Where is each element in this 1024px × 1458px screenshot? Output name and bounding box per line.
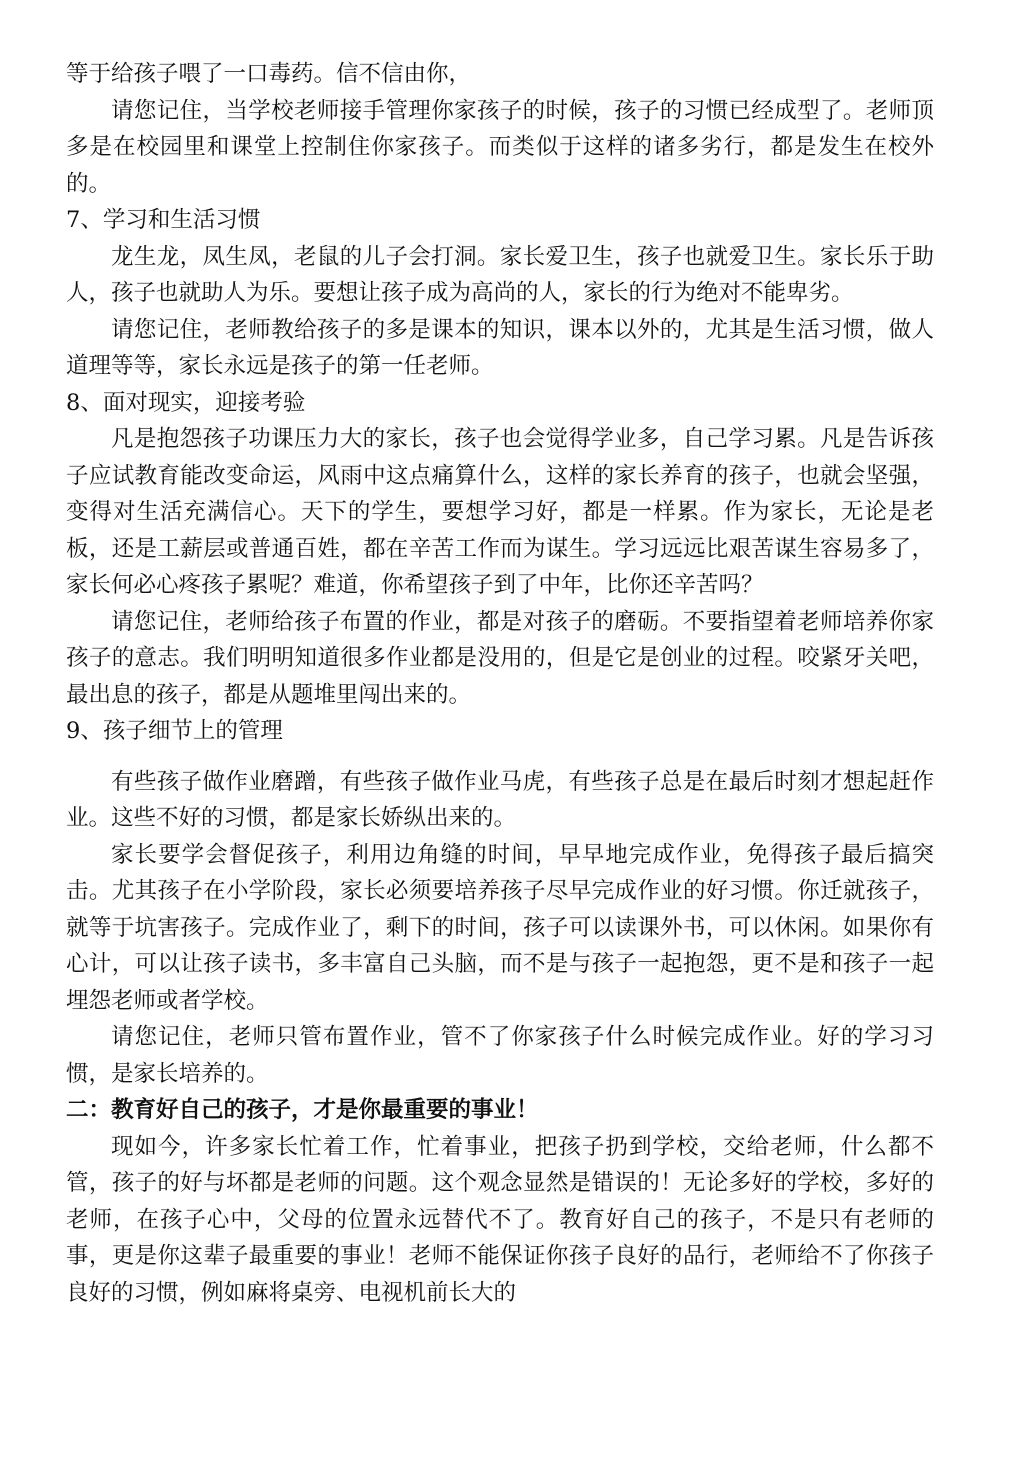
major-heading: 二：教育好自己的孩子，才是你最重要的事业！ <box>66 1097 539 1123</box>
section-heading: 7、学习和生活习惯 <box>66 207 261 233</box>
paragraph: 请您记住，老师教给孩子的多是课本的知识，课本以外的，尤其是生活习惯，做人道理等等，家长永远是孩子的第一任老师。 <box>66 316 934 379</box>
paragraph: 现如今，许多家长忙着工作，忙着事业，把孩子扔到学校，交给老师，什么都不管，孩子的好与坏都是老师的问题。这个观念显然是错误的！无论多好的学校，多好的老师，在孩子心中，父母的位置永远替代不了。教育好自己的孩子，不是只有老师的事，更是你这辈子最重要的事业！老师不能保证你孩子良好的品行，老师给不了你孩子良好的习惯，例如麻将桌旁、电视机前长大的 <box>66 1133 934 1306</box>
paragraph: 有些孩子做作业磨蹭，有些孩子做作业马虎，有些孩子总是在最后时刻才想起赶作业。这些不好的习惯，都是家长娇纵出来的。 <box>66 768 934 831</box>
paragraph: 等于给孩子喂了一口毒药。信不信由你， <box>66 61 472 87</box>
paragraph: 请您记住，当学校老师接手管理你家孩子的时候，孩子的习惯已经成型了。老师顶多是在校园里和课堂上控制住你家孩子。而类似于这样的诸多劣行，都是发生在校外的。 <box>66 97 934 197</box>
paragraph: 凡是抱怨孩子功课压力大的家长，孩子也会觉得学业多，自己学习累。凡是告诉孩子应试教育能改变命运，风雨中这点痛算什么，这样的家长养育的孩子，也就会坚强，变得对生活充满信心。天下的学生，要想学习好，都是一样累。作为家长，无论是老板，还是工薪层或普通百姓，都在辛苦工作而为谋生。学习远远比艰苦谋生容易多了，家长何必心疼孩子累呢？难道，你希望孩子到了中年，比你还辛苦吗？ <box>66 426 934 598</box>
section-heading: 9、孩子细节上的管理 <box>66 718 283 744</box>
paragraph: 家长要学会督促孩子，利用边角缝的时间，早早地完成作业，免得孩子最后搞突击。尤其孩子在小学阶段，家长必须要培养孩子尽早完成作业的好习惯。你迁就孩子，就等于坑害孩子。完成作业了，剩下的时间，孩子可以读课外书，可以休闲。如果你有心计，可以让孩子读书，多丰富自己头脑，而不是与孩子一起抱怨，更不是和孩子一起埋怨老师或者学校。 <box>66 841 934 1014</box>
document-page <box>66 56 934 1311</box>
paragraph: 请您记住，老师给孩子布置的作业，都是对孩子的磨砺。不要指望着老师培养你家孩子的意志。我们明明知道很多作业都是没用的，但是它是创业的过程。咬紧牙关吧，最出息的孩子，都是从题堆里闯出来的。 <box>66 608 934 708</box>
section-heading: 8、面对现实，迎接考验 <box>66 389 306 416</box>
paragraph: 请您记住，老师只管布置作业，管不了你家孩子什么时候完成作业。好的学习习惯，是家长培养的。 <box>66 1024 934 1087</box>
paragraph: 龙生龙，凤生凤，老鼠的儿子会打洞。家长爱卫生，孩子也就爱卫生。家长乐于助人，孩子也就助人为乐。要想让孩子成为高尚的人，家长的行为绝对不能卑劣。 <box>66 243 934 306</box>
